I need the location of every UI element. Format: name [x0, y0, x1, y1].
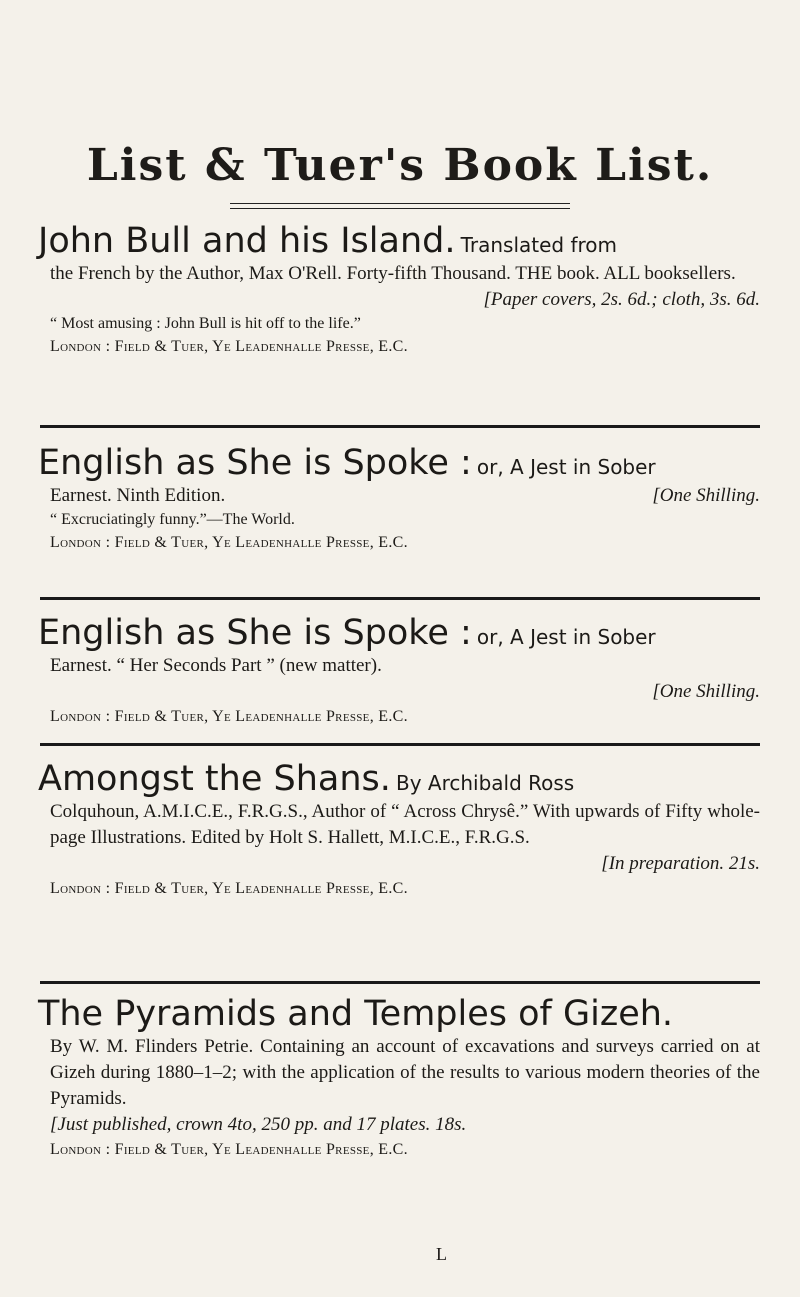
entry-price: [In preparation. 21s.	[601, 852, 760, 874]
entry-body: the French by the Author, Max O'Rell. Forty-fifth Thousand. THE book. ALL booksellers.	[50, 262, 736, 284]
divider	[40, 743, 760, 746]
header-rule-bottom	[230, 208, 570, 209]
entry-english-spoke-2	[38, 614, 760, 729]
entry-body: Earnest. “ Her Seconds Part ” (new matter).	[50, 654, 382, 676]
entry-john-bull	[38, 222, 760, 359]
entry-title: English as She is Spoke :	[38, 443, 472, 483]
entry-quote: “ Most amusing : John Bull is hit off to the life.”	[50, 314, 361, 332]
entry-subtitle: By Archibald Ross	[395, 771, 575, 795]
entry-pyramids-gizeh	[38, 995, 760, 1162]
page-header: List & Tuer's Book List.	[86, 140, 714, 191]
entry-title: The Pyramids and Temples of Gizeh.	[38, 994, 674, 1034]
entry-price: [One Shilling.	[652, 680, 760, 702]
entry-title-line	[38, 760, 760, 799]
entry-subtitle: or, A Jest in Sober	[476, 625, 656, 649]
entry-imprint: London : Field & Tuer, Ye Leadenhalle Presse, E.C.	[50, 707, 408, 725]
entry-price: [Just published, crown 4to, 250 pp. and 17 plates. 18s.	[50, 1113, 467, 1135]
divider	[40, 981, 760, 984]
entry-title-line	[38, 614, 760, 653]
entry-price: [Paper covers, 2s. 6d.; cloth, 3s. 6d.	[483, 288, 760, 310]
divider	[40, 425, 760, 428]
entry-title: Amongst the Shans.	[38, 759, 391, 799]
entry-amongst-the-shans	[38, 760, 760, 901]
header-rule-top	[230, 203, 570, 204]
divider	[40, 597, 760, 600]
entry-subtitle: or, A Jest in Sober	[476, 455, 656, 479]
entry-title: John Bull and his Island.	[38, 221, 456, 261]
entry-body: By W. M. Flinders Petrie. Containing an account of excavations and surveys carried on at Gizeh during 1880–1–2; with the application of the results to various modern theories of the Pyramids.	[50, 1035, 760, 1109]
entry-imprint: London : Field & Tuer, Ye Leadenhalle Presse, E.C.	[50, 337, 408, 355]
signature-mark: L	[436, 1244, 447, 1264]
entry-imprint: London : Field & Tuer, Ye Leadenhalle Presse, E.C.	[50, 1140, 408, 1158]
entry-price: [One Shilling.	[652, 484, 760, 506]
entry-quote: “ Excruciatingly funny.”—The World.	[50, 510, 295, 528]
entry-imprint: London : Field & Tuer, Ye Leadenhalle Presse, E.C.	[50, 533, 408, 551]
entry-title-line	[38, 222, 760, 261]
entry-body: Colquhoun, A.M.I.C.E., F.R.G.S., Author of “ Across Chrysê.” With upwards of Fifty whole-page Illustrations. Edited by Holt S. Hallett, M.I.C.E., F.R.G.S.	[50, 800, 760, 848]
entry-imprint: London : Field & Tuer, Ye Leadenhalle Presse, E.C.	[50, 879, 408, 897]
entry-title-line	[38, 444, 760, 483]
entry-body: Earnest. Ninth Edition.	[50, 484, 226, 506]
entry-english-spoke-1	[38, 444, 760, 555]
entry-body-row	[38, 483, 760, 509]
entry-subtitle: Translated from	[460, 233, 617, 257]
entry-title: English as She is Spoke :	[38, 613, 472, 653]
entry-title-line	[38, 995, 760, 1034]
